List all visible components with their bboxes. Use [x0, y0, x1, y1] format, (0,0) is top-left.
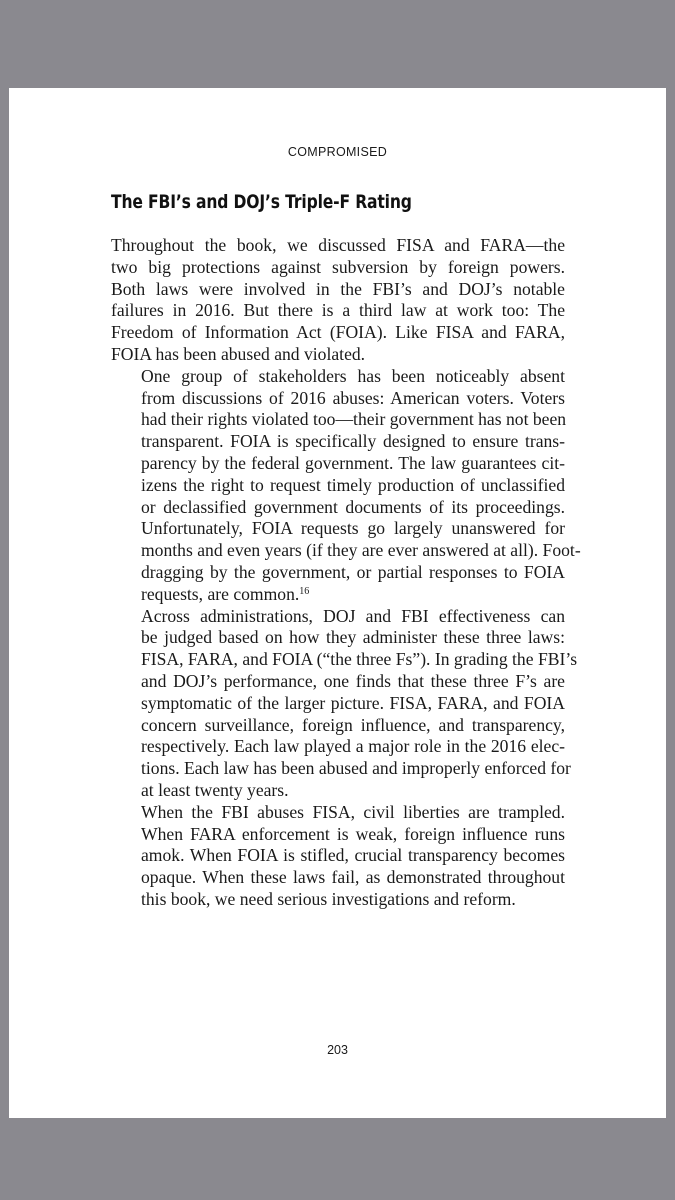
text-line: Unfortunately, FOIA requests go largely unanswered for: [141, 518, 565, 539]
text-line: two big protections against subversion by foreign powers.: [111, 256, 565, 277]
text-line: Freedom of Information Act (FOIA). Like FISA and FARA,: [111, 322, 565, 343]
text-line: this book, we need serious investigations and reform.: [141, 888, 516, 909]
paragraph-1: [111, 235, 565, 366]
text-line-with-footnote: [111, 584, 565, 606]
text-line: or declassified government documents of its proceedings.: [141, 496, 565, 517]
text-line: FOIA has been abused and violated.: [111, 343, 366, 364]
text-line: from discussions of 2016 abuses: American voters. Voters: [141, 387, 565, 408]
text-line: opaque. When these laws fail, as demonstrated throughout: [141, 867, 565, 888]
text-line: be judged based on how they administer these three laws:: [141, 627, 565, 648]
text-line: had their rights violated too—their government has not been: [141, 409, 567, 430]
text-line: dragging by the government, or partial responses to FOIA: [141, 561, 565, 582]
paragraph-4: [111, 802, 565, 911]
text-line: Throughout the book, we discussed FISA and FARA—the: [111, 235, 565, 255]
text-line: requests, are common.: [141, 583, 300, 604]
text-line: parency by the federal government. The law guarantees cit-: [141, 452, 565, 473]
text-line: failures in 2016. But there is a third law at work too: The: [111, 300, 565, 321]
text-line: amok. When FOIA is stifled, crucial transparency becomes: [141, 845, 565, 866]
text-line: Both laws were involved in the FBI’s and DOJ’s notable: [111, 278, 565, 299]
text-line: When the FBI abuses FISA, civil liberties are trampled.: [141, 801, 565, 822]
section-heading: The FBI’s and DOJ’s Triple-F Rating: [111, 191, 412, 213]
paragraph-2: [111, 365, 581, 606]
running-head: COMPROMISED: [287, 145, 388, 159]
text-line: concern surveillance, foreign influence, and transparency,: [141, 714, 565, 735]
text-line: at least twenty years.: [141, 779, 289, 800]
text-line: respectively. Each law played a major role in the 2016 elec-: [141, 736, 565, 757]
text-line: izens the right to request timely production of unclassified: [141, 474, 565, 495]
text-line: One group of stakeholders has been noticeably absent: [141, 365, 565, 386]
body-text: [111, 235, 581, 911]
text-line: When FARA enforcement is weak, foreign influence runs: [141, 823, 565, 844]
book-page: [9, 88, 666, 1118]
text-line: months and even years (if they are ever answered at all). Foot-: [141, 540, 581, 561]
text-line: FISA, FARA, and FOIA (“the three Fs”). In grading the FBI’s: [141, 649, 578, 670]
text-line: and DOJ’s performance, one finds that these three F’s are: [141, 670, 565, 691]
text-line: Across administrations, DOJ and FBI effectiveness can: [141, 605, 565, 626]
footnote-reference: 16: [299, 585, 310, 597]
text-line: transparent. FOIA is specifically designed to ensure trans-: [141, 431, 565, 452]
text-line: tions. Each law has been abused and improperly enforced for: [141, 758, 571, 779]
text-line: symptomatic of the larger picture. FISA, FARA, and FOIA: [141, 692, 565, 713]
page-number: 203: [327, 1043, 348, 1057]
paragraph-3: [111, 605, 578, 802]
